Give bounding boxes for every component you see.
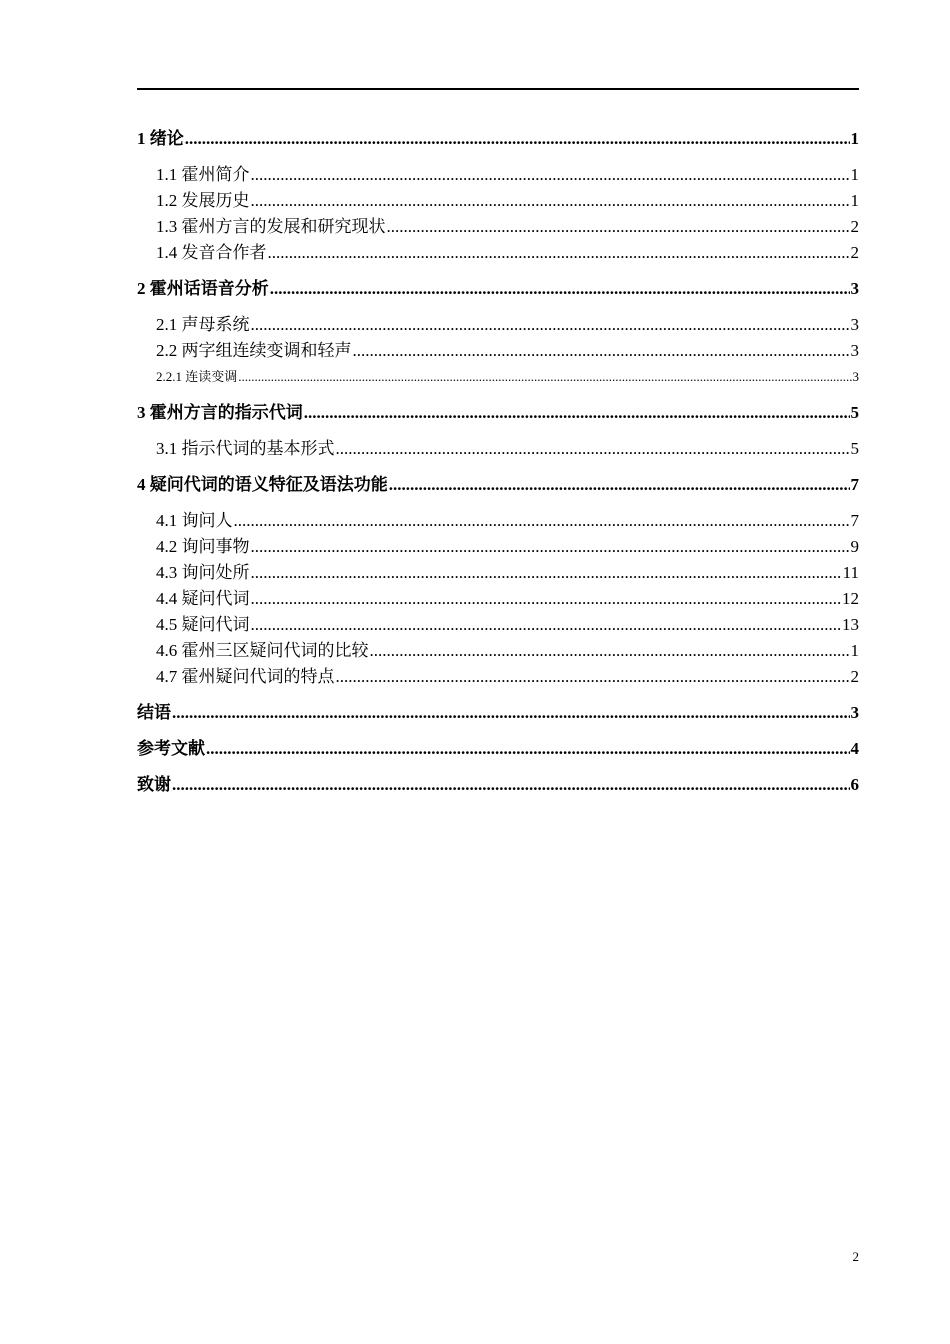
toc-entry-title: 1 绪论 xyxy=(137,129,184,148)
toc-entry[interactable] xyxy=(137,534,859,560)
toc-entry-page-number: 1 xyxy=(850,165,859,184)
toc-entry[interactable] xyxy=(137,638,859,664)
toc-entry-title: 2 霍州话语音分析 xyxy=(137,279,269,298)
toc-dot-leader xyxy=(251,560,842,586)
toc-entry-title: 4.4 疑问代词 xyxy=(156,589,250,608)
toc-entry[interactable] xyxy=(137,472,859,498)
footer-page-number: 2 xyxy=(852,1249,859,1264)
toc-dot-leader xyxy=(304,400,850,426)
toc-entry-title: 1.3 霍州方言的发展和研究现状 xyxy=(156,217,386,236)
header-rule xyxy=(137,88,859,90)
toc-entry-title: 4 疑问代词的语义特征及语法功能 xyxy=(137,475,388,494)
toc-entry[interactable] xyxy=(137,436,859,462)
toc-dot-leader xyxy=(270,276,850,302)
toc-entry-page-number: 11 xyxy=(842,563,859,582)
toc-dot-leader xyxy=(370,638,850,664)
toc-dot-leader xyxy=(251,534,850,560)
toc-entry[interactable] xyxy=(137,338,859,364)
toc-dot-leader xyxy=(172,772,850,798)
toc-entry-title: 2.1 声母系统 xyxy=(156,315,250,334)
toc-entry-page-number: 2 xyxy=(850,217,859,236)
toc-dot-leader xyxy=(336,664,850,690)
toc-dot-leader xyxy=(251,586,842,612)
toc-entry[interactable] xyxy=(137,214,859,240)
toc-dot-leader xyxy=(234,508,850,534)
toc-dot-leader xyxy=(389,472,850,498)
toc-entry-title: 参考文献 xyxy=(137,739,205,758)
toc-entry[interactable] xyxy=(137,560,859,586)
toc-entry-title: 4.1 询问人 xyxy=(156,511,233,530)
toc-entry-page-number: 4 xyxy=(850,739,859,758)
toc-entry-page-number: 7 xyxy=(850,511,859,530)
toc-entry[interactable] xyxy=(137,772,859,798)
toc-entry-title: 4.2 询问事物 xyxy=(156,537,250,556)
toc-entry-page-number: 2 xyxy=(850,667,859,686)
table-of-contents xyxy=(137,126,859,798)
toc-entry[interactable] xyxy=(137,664,859,690)
toc-dot-leader xyxy=(206,736,850,762)
toc-entry-title: 1.2 发展历史 xyxy=(156,191,250,210)
toc-entry[interactable] xyxy=(137,240,859,266)
toc-entry[interactable] xyxy=(137,736,859,762)
toc-entry-title: 结语 xyxy=(137,703,171,722)
toc-entry-title: 4.5 疑问代词 xyxy=(156,615,250,634)
toc-entry[interactable] xyxy=(137,400,859,426)
toc-entry-page-number: 2 xyxy=(850,243,859,262)
toc-entry-page-number: 7 xyxy=(850,475,859,494)
toc-entry[interactable] xyxy=(137,586,859,612)
toc-dot-leader xyxy=(268,240,850,266)
toc-dot-leader xyxy=(336,436,850,462)
toc-entry-title: 4.3 询问处所 xyxy=(156,563,250,582)
toc-entry-page-number: 3 xyxy=(850,315,859,334)
toc-entry[interactable] xyxy=(137,126,859,152)
toc-entry[interactable] xyxy=(137,188,859,214)
toc-entry-page-number: 3 xyxy=(850,341,859,360)
toc-dot-leader xyxy=(185,126,850,152)
toc-dot-leader xyxy=(251,188,850,214)
toc-dot-leader xyxy=(251,612,842,638)
toc-entry[interactable] xyxy=(137,276,859,302)
toc-entry-title: 1.4 发音合作者 xyxy=(156,243,267,262)
toc-entry-page-number: 3 xyxy=(850,703,859,722)
toc-dot-leader xyxy=(172,700,850,726)
toc-entry[interactable] xyxy=(137,508,859,534)
toc-entry[interactable] xyxy=(137,364,859,390)
toc-entry-page-number: 12 xyxy=(842,589,859,608)
toc-entry-title: 2.2 两字组连续变调和轻声 xyxy=(156,341,352,360)
toc-entry[interactable] xyxy=(137,700,859,726)
toc-entry-title: 4.6 霍州三区疑问代词的比较 xyxy=(156,641,369,660)
toc-dot-leader xyxy=(353,338,850,364)
toc-entry[interactable] xyxy=(137,612,859,638)
toc-entry-title: 致谢 xyxy=(137,775,171,794)
toc-entry-title: 4.7 霍州疑问代词的特点 xyxy=(156,667,335,686)
toc-entry-title: 3 霍州方言的指示代词 xyxy=(137,403,303,422)
toc-entry-page-number: 3 xyxy=(850,279,859,298)
toc-entry[interactable] xyxy=(137,312,859,338)
toc-entry-title: 3.1 指示代词的基本形式 xyxy=(156,439,335,458)
toc-entry-page-number: 13 xyxy=(842,615,859,634)
toc-entry-page-number: 6 xyxy=(850,775,859,794)
toc-entry-page-number: 1 xyxy=(850,191,859,210)
toc-entry-page-number: 5 xyxy=(850,439,859,458)
toc-dot-leader xyxy=(387,214,850,240)
toc-entry-page-number: 1 xyxy=(850,641,859,660)
toc-dot-leader xyxy=(251,162,850,188)
toc-dot-leader xyxy=(238,364,851,390)
toc-entry[interactable] xyxy=(137,162,859,188)
toc-entry-page-number: 5 xyxy=(850,403,859,422)
toc-entry-page-number: 1 xyxy=(850,129,859,148)
toc-entry-title: 1.1 霍州简介 xyxy=(156,165,250,184)
toc-entry-title: 2.2.1 连读变调 xyxy=(156,369,238,384)
toc-entry-page-number: 3 xyxy=(852,369,859,384)
toc-dot-leader xyxy=(251,312,850,338)
toc-entry-page-number: 9 xyxy=(850,537,859,556)
